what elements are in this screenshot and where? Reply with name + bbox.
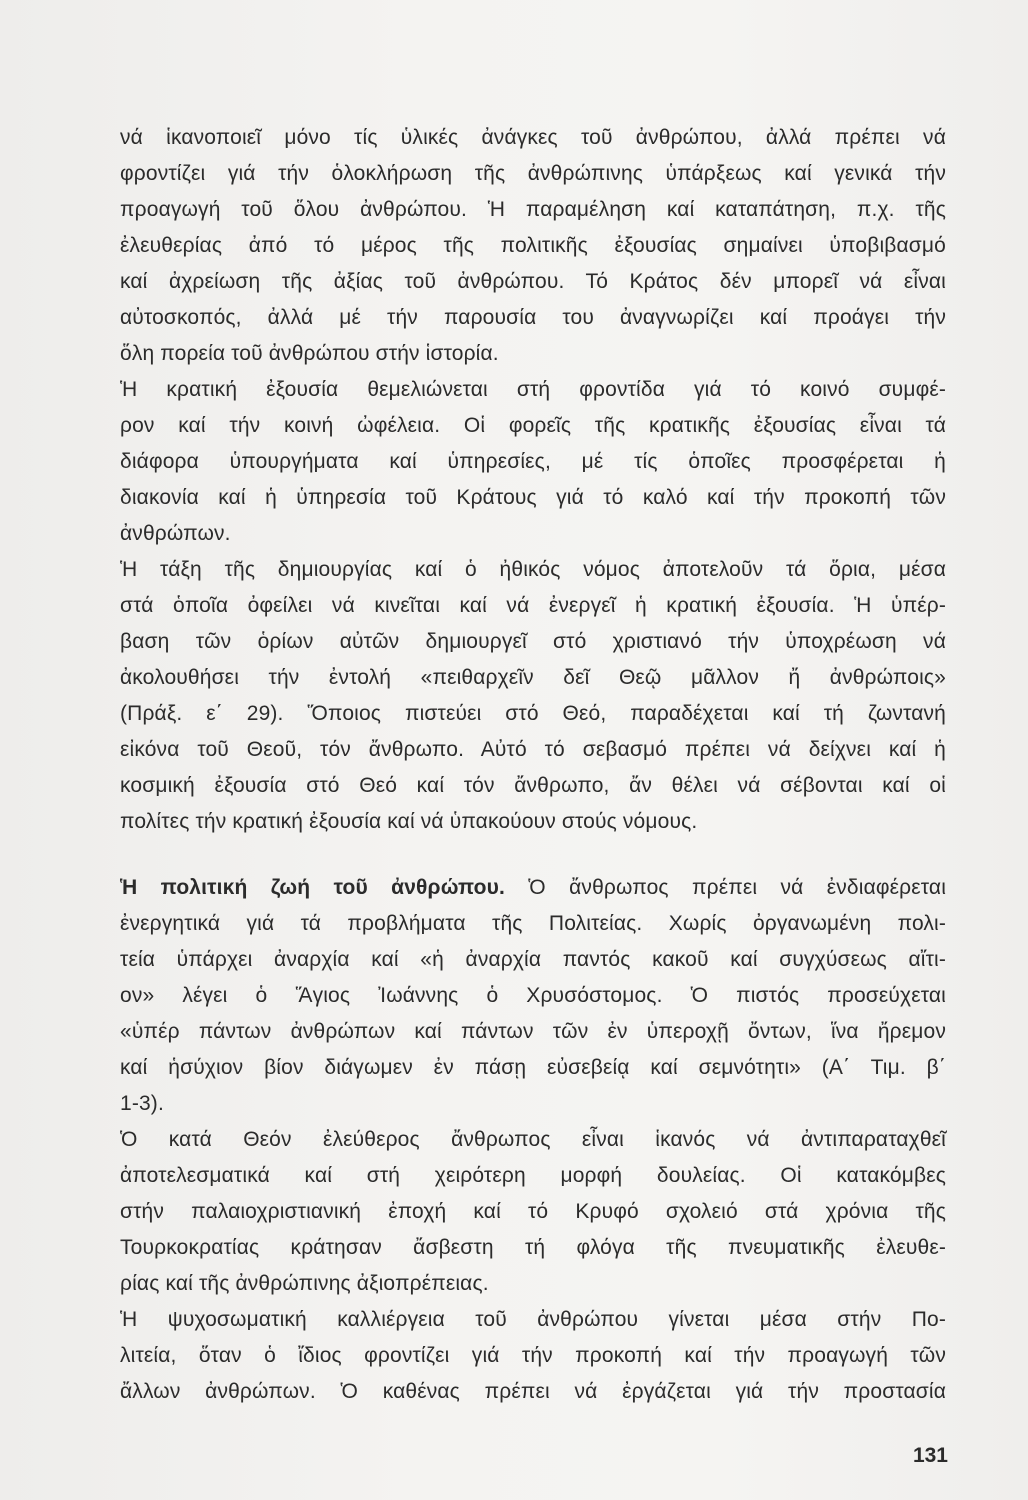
text-line: λιτεία, ὅταν ὁ ἴδιος φροντίζει γιά τήν προκοπή καί τήν προαγωγή τῶν — [120, 1344, 946, 1367]
text-line: Ὁ κατά Θεόν ἐλεύθερος ἄνθρωπος εἶναι ἱκανός νά ἀντιπαραταχθεῖ — [120, 1128, 946, 1151]
text-line: «ὑπέρ πάντων ἀνθρώπων καί πάντων τῶν ἐν ὑπεροχῇ ὄντων, ἵνα ἤρεμον — [120, 1020, 946, 1043]
text-line: διάφορα ὑπουργήματα καί ὑπηρεσίες, μέ τίς ὁποῖες προσφέρεται ἡ — [120, 450, 946, 473]
body-text-section-1 — [120, 120, 946, 840]
text-line: ἀποτελεσματικά καί στή χειρότερη μορφή δουλείας. Οἱ κατακόμβες — [120, 1164, 946, 1187]
text-line: ρίας καί τῆς ἀνθρώπινης ἀξιοπρέπειας. — [120, 1272, 489, 1295]
text-line: ρον καί τήν κοινή ὠφέλεια. Οἱ φορεῖς τῆς κρατικῆς ἐξουσίας εἶναι τά — [120, 414, 946, 437]
text-line: ἀκολουθήσει τήν ἐντολή «πειθαρχεῖν δεῖ Θεῷ μᾶλλον ἤ ἀνθρώποις» — [120, 666, 946, 689]
text-line: στά ὁποῖα ὀφείλει νά κινεῖται καί νά ἐνεργεῖ ἡ κρατική ἐξουσία. Ἡ ὑπέρ- — [120, 594, 946, 617]
text-line: Ἡ κρατική ἐξουσία θεμελιώνεται στή φροντίδα γιά τό κοινό συμφέ- — [120, 378, 946, 401]
text-line: ἐλευθερίας ἀπό τό μέρος τῆς πολιτικῆς ἐξουσίας σημαίνει ὑποβιβασμό — [120, 234, 946, 257]
text-line: φροντίζει γιά τήν ὁλοκλήρωση τῆς ἀνθρώπινης ὑπάρξεως καί γενικά τήν — [120, 162, 946, 185]
text-line: τεία ὑπάρχει ἀναρχία καί «ἡ ἀναρχία παντός κακοῦ καί συγχύσεως αἴτι- — [120, 948, 946, 971]
text-line: βαση τῶν ὁρίων αὐτῶν δημιουργεῖ στό χριστιανό τήν ὑποχρέωση νά — [120, 630, 946, 653]
text-line: ἀνθρώπων. — [120, 522, 231, 545]
text-line: καί ἀχρείωση τῆς ἀξίας τοῦ ἀνθρώπου. Τό Κράτος δέν μπορεῖ νά εἶναι — [120, 270, 946, 293]
text-line: ον» λέγει ὁ Ἅγιος Ἰωάννης ὁ Χρυσόστομος. Ὁ πιστός προσεύχεται — [120, 984, 946, 1007]
page-number: 131 — [912, 1444, 948, 1467]
section-heading-line — [120, 870, 946, 906]
text-line: (Πράξ. ε΄ 29). Ὅποιος πιστεύει στό Θεό, παραδέχεται καί τή ζωντανή — [120, 702, 946, 725]
text-line: αὐτοσκοπός, ἀλλά μέ τήν παρουσία του ἀναγνωρίζει καί προάγει τήν — [120, 306, 946, 329]
section-heading: Ἡ πολιτική ζωή τοῦ ἀνθρώπου. — [120, 876, 505, 899]
body-text-section-2 — [120, 870, 946, 1410]
text-line: 1-3). — [120, 1092, 164, 1115]
text-line: Ἡ τάξη τῆς δημιουργίας καί ὁ ἠθικός νόμος ἀποτελοῦν τά ὅρια, μέσα — [120, 558, 946, 581]
text-line: ὅλη πορεία τοῦ ἀνθρώπου στήν ἱστορία. — [120, 342, 499, 365]
text-line: ἄλλων ἀνθρώπων. Ὁ καθένας πρέπει νά ἐργάζεται γιά τήν προστασία — [120, 1380, 946, 1403]
text-line: εἰκόνα τοῦ Θεοῦ, τόν ἄνθρωπο. Αὐτό τό σεβασμό πρέπει νά δείχνει καί ἡ — [120, 738, 946, 761]
text-line: καί ἡσύχιον βίον διάγωμεν ἐν πάσῃ εὐσεβείᾳ καί σεμνότητι» (Α΄ Τιμ. β΄ — [120, 1056, 946, 1079]
text-line: ἐνεργητικά γιά τά προβλήματα τῆς Πολιτείας. Χωρίς ὀργανωμένη πολι- — [120, 912, 946, 935]
text-line: νά ἱκανοποιεῖ μόνο τίς ὑλικές ἀνάγκες τοῦ ἀνθρώπου, ἀλλά πρέπει νά — [120, 126, 946, 149]
text-line: προαγωγή τοῦ ὅλου ἀνθρώπου. Ἡ παραμέληση καί καταπάτηση, π.χ. τῆς — [120, 198, 946, 221]
text-line: διακονία καί ἡ ὑπηρεσία τοῦ Κράτους γιά τό καλό καί τήν προκοπή τῶν — [120, 486, 946, 509]
text-line: κοσμική ἐξουσία στό Θεό καί τόν ἄνθρωπο, ἄν θέλει νά σέβονται καί οἱ — [120, 774, 946, 797]
text-line: Τουρκοκρατίας κράτησαν ἄσβεστη τή φλόγα τῆς πνευματικῆς ἐλευθε- — [120, 1236, 946, 1259]
text-line: στήν παλαιοχριστιανική ἐποχή καί τό Κρυφό σχολειό στά χρόνια τῆς — [120, 1200, 946, 1223]
heading-line-text: Ὁ ἄνθρωπος πρέπει νά ἐνδιαφέρεται — [505, 876, 947, 899]
text-line: πολίτες τήν κρατική ἐξουσία καί νά ὑπακούουν στούς νόμους. — [120, 810, 698, 833]
text-line: Ἡ ψυχοσωματική καλλιέργεια τοῦ ἀνθρώπου γίνεται μέσα στήν Πο- — [120, 1308, 946, 1331]
